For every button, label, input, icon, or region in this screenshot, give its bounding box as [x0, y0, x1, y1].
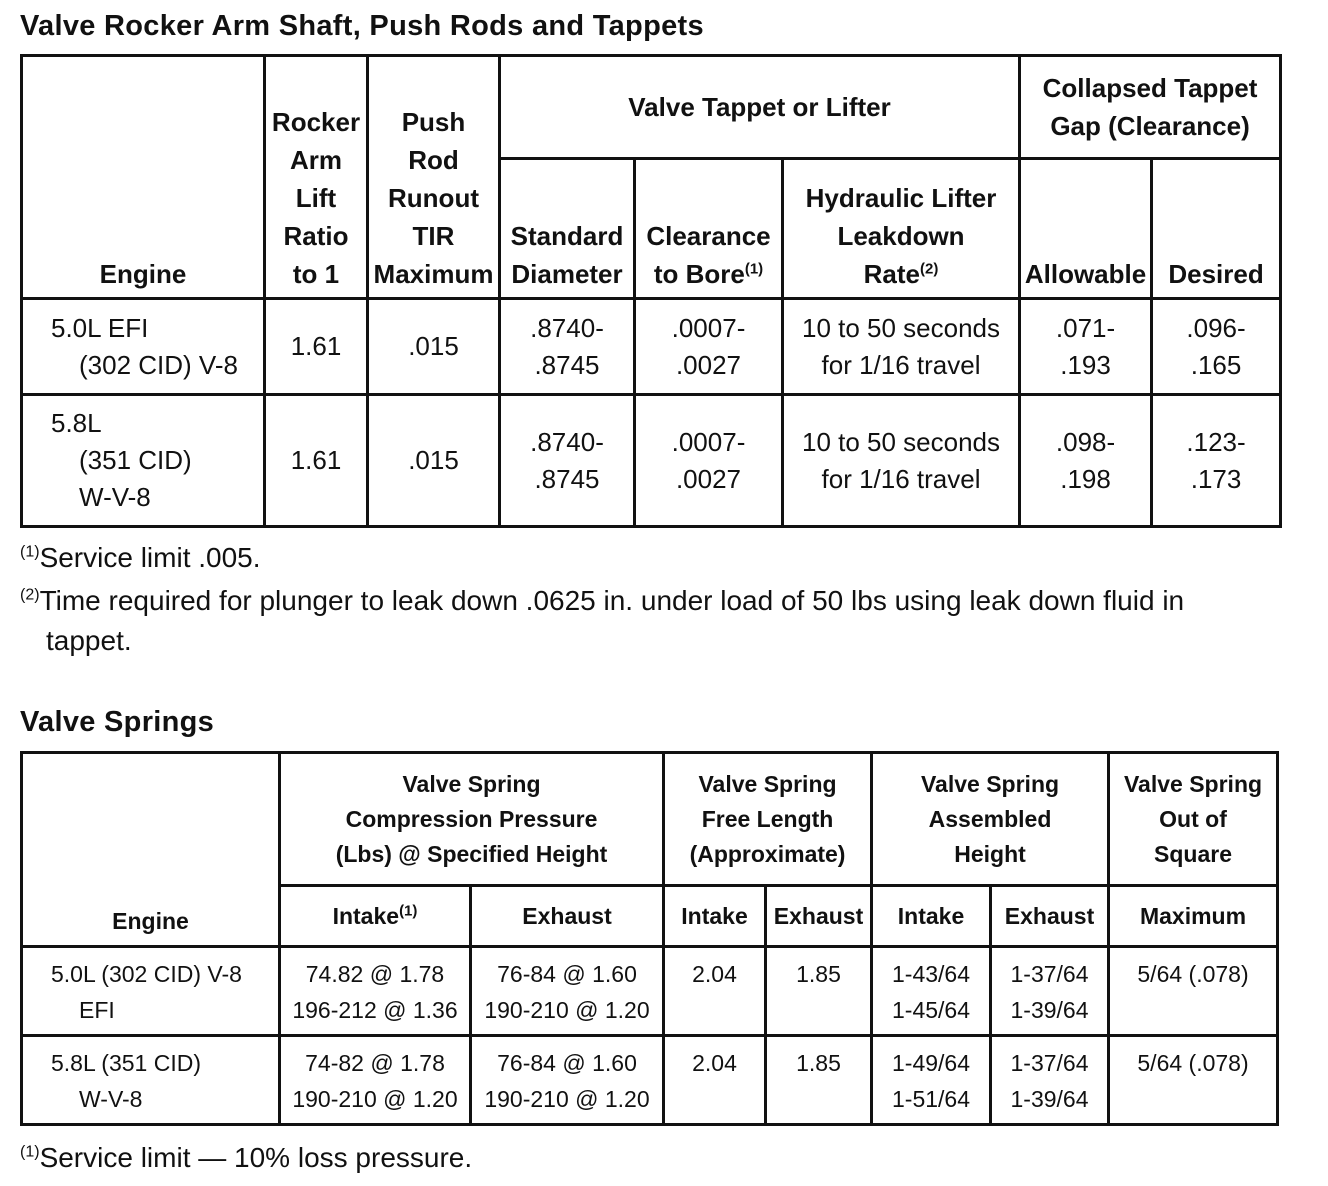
rocker-ratio-cell: 1.61 [265, 299, 368, 395]
cell-line: EFI [79, 997, 115, 1023]
cell-line: .071- [1055, 312, 1116, 343]
standard-diameter-cell [500, 395, 635, 527]
comp-exhaust-cell [471, 947, 664, 1036]
valve-springs-table [20, 751, 1279, 1126]
header-line: Push [401, 107, 466, 137]
header-line: Leakdown [837, 221, 965, 251]
cell-line: .8740- [530, 312, 604, 343]
header-free-intake: Intake [664, 886, 766, 947]
cell-line: .096- [1186, 312, 1246, 343]
cell-line: .193 [1060, 349, 1111, 380]
header-line: Valve Spring [402, 770, 541, 797]
footnote-text: Service limit .005. [39, 542, 261, 573]
leakdown-rate-cell [783, 299, 1020, 395]
header-valve-tappet-group: Valve Tappet or Lifter [500, 56, 1020, 159]
table-row [22, 299, 1281, 395]
out-of-square-cell: 5/64 (.078) [1109, 947, 1278, 1036]
header-clearance-to-bore [635, 159, 783, 299]
header-free-exhaust: Exhaust [766, 886, 872, 947]
header-collapsed-tappet-group [1020, 56, 1281, 159]
clearance-to-bore-cell [635, 395, 783, 527]
push-rod-runout-cell: .015 [368, 395, 500, 527]
footnote-mark: (1) [20, 543, 40, 561]
cell-line: 74.82 @ 1.78 [305, 961, 445, 987]
footnote-2 [20, 581, 1310, 661]
cell-line: 1-43/64 [892, 961, 971, 987]
header-line: Lift [295, 183, 337, 213]
free-intake-cell: 2.04 [664, 1036, 766, 1125]
header-comp-intake [280, 886, 471, 947]
assembled-exhaust-cell [991, 947, 1109, 1036]
cell-line: 10 to 50 seconds [801, 312, 1001, 343]
header-line: Clearance [646, 221, 771, 251]
header-line: Height [954, 840, 1026, 867]
engine-cell [22, 1036, 280, 1125]
header-text: Rate [863, 259, 921, 289]
cell-line: W-V-8 [79, 1086, 143, 1112]
cell-line: for 1/16 travel [821, 463, 981, 494]
cell-line: 190-210 @ 1.20 [292, 1086, 458, 1112]
cell-line: 76-84 @ 1.60 [497, 1050, 637, 1076]
footnote-ref: (2) [920, 260, 939, 278]
header-maximum: Maximum [1109, 886, 1278, 947]
header-assembled-exhaust: Exhaust [991, 886, 1109, 947]
engine-cell [22, 299, 265, 395]
header-text: to Bore [653, 259, 745, 289]
cell-line: 1-37/64 [1010, 1050, 1089, 1076]
cell-line: .123- [1186, 426, 1246, 457]
header-line: to 1 [292, 259, 340, 289]
table1-title: Valve Rocker Arm Shaft, Push Rods and Tappets [20, 10, 704, 42]
cell-line: 76-84 @ 1.60 [497, 961, 637, 987]
footnote-springs [20, 1138, 472, 1178]
assembled-exhaust-cell [991, 1036, 1109, 1125]
cell-line: 5.0L EFI [51, 312, 149, 343]
header-leakdown-rate [783, 159, 1020, 299]
header-rocker-arm-ratio [265, 56, 368, 299]
header-line [784, 255, 1018, 293]
cell-line: 1-49/64 [892, 1050, 971, 1076]
allowable-cell [1020, 395, 1152, 527]
cell-line: .0007- [671, 426, 746, 457]
cell-line: 1-39/64 [1010, 1086, 1089, 1112]
header-line: Collapsed Tappet [1042, 73, 1258, 103]
header-line: Gap (Clearance) [1050, 111, 1250, 141]
header-line: Arm [289, 145, 342, 175]
header-line: Free Length [701, 805, 834, 832]
header-line: Standard [510, 221, 624, 251]
cell-line: 190-210 @ 1.20 [484, 1086, 650, 1112]
table2-title: Valve Springs [20, 706, 215, 738]
footnote-ref: (1) [399, 901, 418, 919]
rocker-arm-tappet-table [20, 54, 1282, 528]
assembled-intake-cell [872, 947, 991, 1036]
header-line: Hydraulic Lifter [805, 183, 997, 213]
cell-line: .8745 [534, 349, 600, 380]
cell-line: 190-210 @ 1.20 [484, 997, 650, 1023]
header-line: Valve Spring [698, 770, 837, 797]
push-rod-runout-cell: .015 [368, 299, 500, 395]
cell-line: 1-39/64 [1010, 997, 1089, 1023]
cell-line: .8740- [530, 426, 604, 457]
header-engine-label: Engine [99, 259, 187, 289]
footnote-mark: (2) [20, 586, 40, 604]
cell-line: W-V-8 [79, 482, 151, 512]
header-push-rod-runout [368, 56, 500, 299]
footnote-text: Service limit — 10% loss pressure. [39, 1142, 473, 1173]
cell-line: .165 [1190, 349, 1242, 380]
header-line: Valve Spring [920, 770, 1060, 797]
header-assembled-intake: Intake [872, 886, 991, 947]
standard-diameter-cell [500, 299, 635, 395]
header-line: (Approximate) [689, 840, 846, 867]
cell-line: 5.8L (351 CID) [51, 1050, 201, 1076]
header-line: Assembled [928, 805, 1052, 832]
free-exhaust-cell: 1.85 [766, 947, 872, 1036]
footnote-ref: (1) [744, 260, 764, 278]
cell-line: 1-37/64 [1010, 961, 1089, 987]
header-line: Compression Pressure [345, 805, 598, 832]
header-line: Out of [1159, 805, 1227, 832]
table-row [22, 947, 1278, 1036]
header-line: Runout [388, 183, 479, 213]
footnote-mark: (1) [20, 1143, 40, 1161]
cell-line: 10 to 50 seconds [801, 426, 1001, 457]
cell-line: 74-82 @ 1.78 [305, 1050, 445, 1076]
header-engine: Engine [22, 753, 280, 947]
header-line: TIR [412, 221, 455, 251]
header-line: Diameter [511, 259, 623, 289]
header-assembled-group [872, 753, 1109, 886]
table-row [22, 395, 1281, 527]
header-line: (Lbs) @ Specified Height [335, 840, 608, 867]
header-line: Rod [408, 145, 459, 175]
desired-cell [1152, 299, 1281, 395]
cell-line: for 1/16 travel [821, 349, 981, 380]
header-comp-exhaust: Exhaust [471, 886, 664, 947]
table-row [22, 1036, 1278, 1125]
header-free-length-group [664, 753, 872, 886]
engine-cell [22, 395, 265, 527]
footnote-continuation: tappet. [46, 625, 132, 656]
cell-line: (351 CID) [79, 445, 192, 475]
desired-cell [1152, 395, 1281, 527]
assembled-intake-cell [872, 1036, 991, 1125]
free-exhaust-cell: 1.85 [766, 1036, 872, 1125]
comp-exhaust-cell [471, 1036, 664, 1125]
header-allowable: Allowable [1020, 159, 1152, 299]
engine-cell [22, 947, 280, 1036]
allowable-cell [1020, 299, 1152, 395]
cell-line: .0027 [675, 349, 742, 380]
cell-line: 1-51/64 [892, 1086, 971, 1112]
header-line: Square [1154, 840, 1232, 867]
header-line: Rocker [271, 107, 361, 137]
header-compression-group [280, 753, 664, 886]
cell-line: 196-212 @ 1.36 [292, 997, 458, 1023]
cell-line: .0007- [671, 312, 746, 343]
out-of-square-cell: 5/64 (.078) [1109, 1036, 1278, 1125]
header-out-of-square-group [1109, 753, 1278, 886]
rocker-ratio-cell: 1.61 [265, 395, 368, 527]
cell-line: .0027 [675, 463, 742, 494]
footnote-1 [20, 538, 261, 578]
cell-line: .098- [1055, 426, 1116, 457]
header-desired: Desired [1152, 159, 1281, 299]
cell-line: 5.8L [51, 408, 102, 438]
clearance-to-bore-cell [635, 299, 783, 395]
cell-line: .198 [1060, 463, 1111, 494]
comp-intake-cell [280, 1036, 471, 1125]
footnote-text: Time required for plunger to leak down .0625 in. under load of 50 lbs using leak down fluid in [39, 585, 1185, 616]
free-intake-cell: 2.04 [664, 947, 766, 1036]
header-line [636, 255, 781, 293]
header-text: Intake [332, 902, 400, 929]
comp-intake-cell [280, 947, 471, 1036]
header-line: Maximum [373, 259, 494, 289]
header-line: Ratio [283, 221, 349, 251]
cell-line: (302 CID) V-8 [79, 349, 238, 380]
header-standard-diameter [500, 159, 635, 299]
cell-line: 5.0L (302 CID) V-8 [51, 961, 242, 987]
header-engine [22, 56, 265, 299]
cell-line: .8745 [534, 463, 600, 494]
leakdown-rate-cell [783, 395, 1020, 527]
cell-line: 1-45/64 [892, 997, 971, 1023]
header-line: Valve Spring [1123, 770, 1263, 797]
cell-line: .173 [1190, 463, 1242, 494]
